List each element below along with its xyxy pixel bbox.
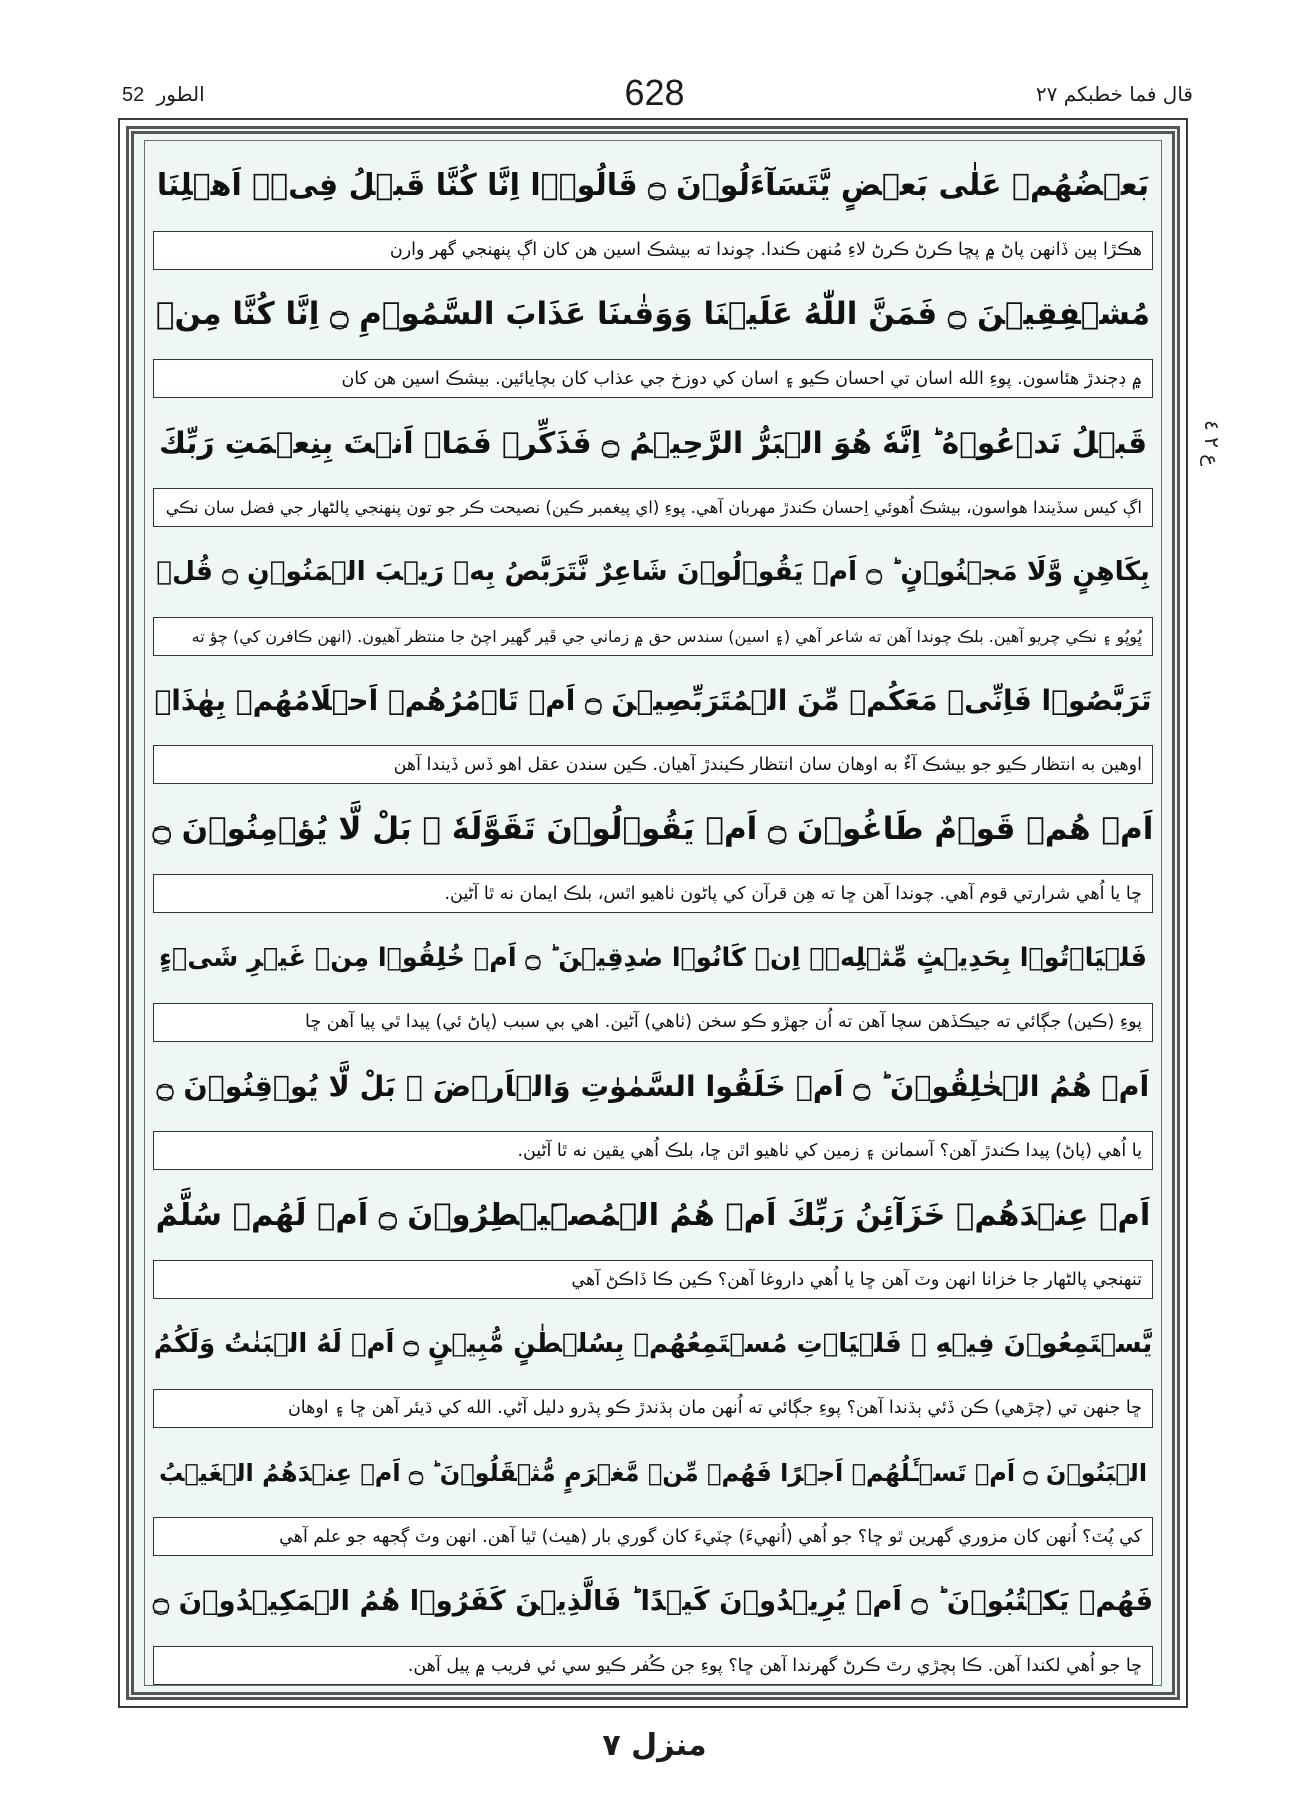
- arabic-verse-line: فَلۡيَاۡتُوۡا بِحَدِيۡثٍ مِّثۡلِهٖۤ اِنۡ كَانُوۡا صٰدِقِيۡنَ ؕ ۝ اَمۡ خُلِقُوۡا مِنۡ غَيۡرِ شَىۡءٍ: [158, 943, 1148, 974]
- translation-line: ڇا جنهن تي (چڙهي) ڪن ڏئي ٻڌندا آهن؟ پوءِ جڳائي ته اُنهن مان ٻڌندڙ ڪو پڌرو دليل آڻي. الله کي ڌيئر آهن ڇا ۽ اوهان: [153, 1389, 1153, 1428]
- decorative-border: [126, 126, 1180, 1700]
- page-number: 628: [624, 72, 685, 113]
- translation-line: ۾ ڊڄندڙ هئاسون. پوءِ الله اسان تي احسان ڪيو ۽ اسان کي دوزخ جي عذاب کان بچايائين. بيشڪ اسين هن کان: [153, 359, 1153, 398]
- ruku-marker: ع ٢ ٤: [1200, 420, 1224, 467]
- arabic-verse-line: يَّسۡتَمِعُوۡنَ فِيۡهِ ۚ فَلۡيَاۡتِ مُسۡتَمِعُهُمۡ بِسُلۡطٰنٍ مُّبِيۡنٍ ۝ اَمۡ لَهُ الۡبَنٰتُ وَلَكُمُ: [153, 1328, 1153, 1359]
- translation-line: يا اُهي (پاڻ) پيدا ڪندڙ آهن؟ آسمانن ۽ زمين کي ٺاهيو اٿن ڇا، بلڪ اُهي يقين نه ٿا آڻين.: [153, 1131, 1153, 1170]
- translation-line: پوءِ (ڪين) جڳائي ته جيڪڏهن سچا آهن ته اُن جهڙو ڪو سخن (ٺاهي) آڻين. اهي بي سبب (پاڻ ئي) پيدا ٿي پيا آهن ڇا: [153, 1003, 1153, 1042]
- arabic-verse-line: اَمۡ هُمُ الۡخٰلِقُوۡنَ ؕ ۝ اَمۡ خَلَقُوا السَّمٰوٰتِ وَالۡاَرۡضَ ۚ بَلْ لَّا يُوۡقِنُوۡنَ ۝: [156, 1070, 1150, 1104]
- translation-line: اڳ کيس سڏيندا هواسون، بيشڪ اُهوئي اِحسان ڪندڙ مهربان آهي. پوءِ (اي پيغمبر ڪين) نصيحت ڪر جو تون پنهنجي پالڻهار جي فضل سان نڪي: [153, 488, 1153, 527]
- arabic-verse-line: قَبۡلُ نَدۡعُوۡهُ ؕ اِنَّهٗ هُوَ الۡبَرُّ الرَّحِيۡمُ ۝ فَذَكِّرۡ فَمَاۤ اَنۡتَ بِنِعۡمَتِ رَبِّكَ: [158, 426, 1148, 461]
- manzil-footer: منزل ٧: [602, 1728, 707, 1763]
- arabic-verse-line: تَرَبَّصُوۡا فَاِنِّىۡ مَعَكُمۡ مِّنَ الۡمُتَرَبِّصِيۡنَ ۝ اَمۡ تَاۡمُرُهُمۡ اَحۡلَامُهُمۡ بِهٰذَاۤ: [154, 684, 1152, 717]
- arabic-verse-line: بِكَاهِنٍ وَّلَا مَجۡنُوۡنٍ ؕ ۝ اَمۡ يَقُوۡلُوۡنَ شَاعِرٌ نَّتَرَبَّصُ بِهٖ رَيۡبَ الۡمَنُوۡنِ ۝ قُلۡ: [156, 556, 1150, 588]
- juz-name: قال فما خطبكم ٢٧: [1035, 82, 1193, 106]
- arabic-verse-line: مُشۡفِقِيۡنَ ۝ فَمَنَّ اللّٰهُ عَلَيۡنَا وَوَقٰٮنَا عَذَابَ السَّمُوۡمِ ۝ اِنَّا كُنَّا مِنۡ: [155, 296, 1151, 333]
- arabic-verse-line: الۡبَنُوۡنَ ۝ اَمۡ تَسۡـَٔلُهُمۡ اَجۡرًا فَهُمۡ مِّنۡ مَّغۡرَمٍ مُّثۡقَلُوۡنَ ؕ ۝ اَمۡ عِنۡدَهُمُ الۡغَيۡبُ: [158, 1458, 1148, 1487]
- arabic-verse-line: فَهُمۡ يَكۡتُبُوۡنَ ؕ ۝ اَمۡ يُرِيۡدُوۡنَ كَيۡدًا ؕ فَالَّذِيۡنَ كَفَرُوۡا هُمُ الۡمَكِيۡدُوۡنَ ۝: [152, 1585, 1154, 1618]
- arabic-verse-line: بَعۡضُهُمۡ عَلٰى بَعۡضٍ يَّتَسَآءَلُوۡنَ ۝ قَالُوۡۤا اِنَّا كُنَّا قَبۡلُ فِىۡۤ اَهۡلِنَا: [156, 168, 1150, 204]
- text-block: [144, 140, 1162, 1686]
- translation-line: ڇا جو اُهي لکندا آهن. ڪا ٻچڙي رٿ ڪرڻ گهرندا آهن ڇا؟ پوءِ جن ڪُفر ڪيو سي ئي فريب ۾ پيل آهن.: [153, 1646, 1153, 1685]
- translation-line: کي پُٽ؟ اُنهن کان مزوري گهرين ٿو ڇا؟ جو اُهي (اُنهيءَ) چٽيءَ کان گوري بار (هيٺ) ٿيا آهن. انهن وٽ ڳجهه جو علم آهي: [153, 1517, 1153, 1556]
- page-frame: [118, 118, 1188, 1708]
- page-header: [0, 0, 1309, 118]
- arabic-verse-line: اَمۡ عِنۡدَهُمۡ خَزَآئِنُ رَبِّكَ اَمۡ هُمُ الۡمُصَۜيۡطِرُوۡنَ ۝ اَمۡ لَهُمۡ سُلَّمٌ: [155, 1197, 1151, 1233]
- translation-line: ڀُوپُو ۽ نڪي چريو آهين. بلڪ چوندا آهن ته شاعر آهي (۽ اسين) سندس حق ۾ زماني جي ڦير گهير اچڻ جا منتظر آهيون. (انهن ڪافرن کي) چؤ ته: [153, 617, 1153, 656]
- translation-line: ڇا يا اُهي شرارتي قوم آهي. چوندا آهن ڇا ته هِن قرآن کي پاڻون ٺاهيو اٿس، بلڪ ايمان نه ٿا آڻين.: [153, 874, 1153, 913]
- translation-line: هڪڙا ٻين ڏانهن پاڻ ۾ پڇا ڪرڻ ڪرڻ لاءِ مُنهن ڪندا. چوندا ته بيشڪ اسين هن کان اڳ پنهنجي گهر وارن: [153, 231, 1153, 270]
- translation-line: اوهين به انتظار ڪيو جو بيشڪ آءٌ به اوهان سان انتظار ڪيندڙ آهيان. ڪين سندن عقل اهو ڏس ڏيندا آهن: [153, 745, 1153, 784]
- surah-number: 52: [122, 84, 145, 106]
- translation-line: تنهنجي پالڻهار جا خزانا انهن وٽ آهن ڇا يا اُهي داروغا آهن؟ ڪين ڪا ڏاڪڻ آهي: [153, 1260, 1153, 1299]
- surah-name: الطور: [156, 82, 205, 106]
- arabic-verse-line: اَمۡ هُمۡ قَوۡمٌ طَاغُوۡنَ ۝ اَمۡ يَقُوۡلُوۡنَ تَقَوَّلَهٗ ۚ بَلْ لَّا يُؤۡمِنُوۡنَ ۝: [152, 811, 1154, 848]
